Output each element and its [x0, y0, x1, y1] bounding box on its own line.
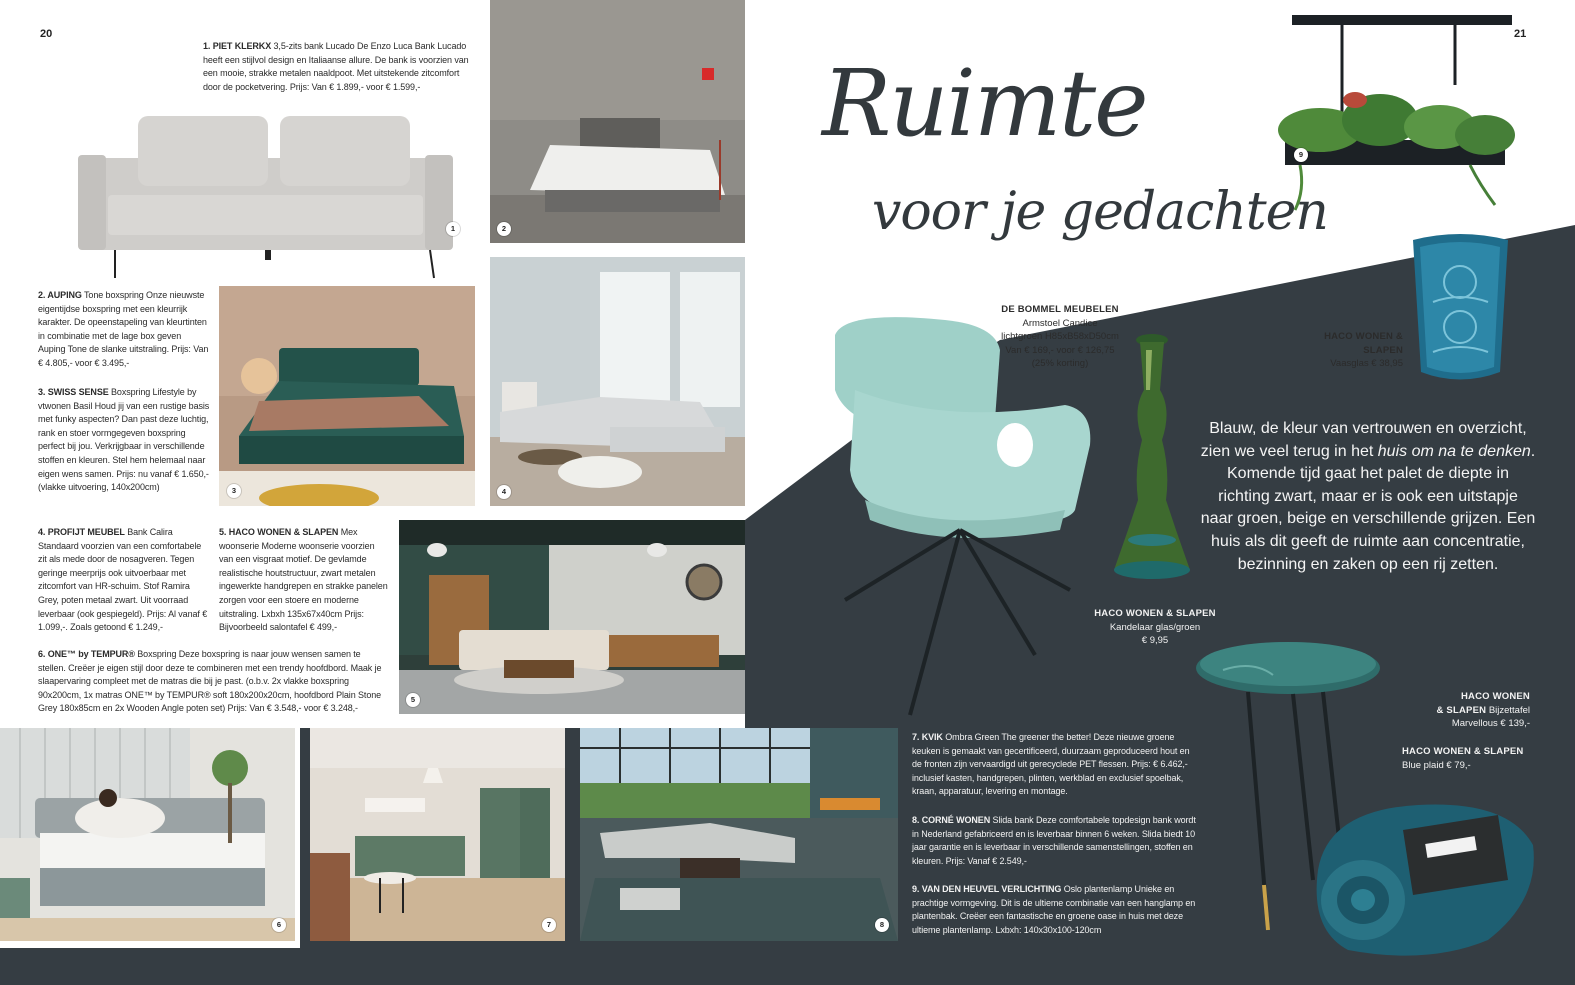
caption-3-body: Boxspring Lifestyle by vtwonen Basil Houd jij van een rustige basis met funky aspecten? Dan past deze luchtig, rank en stoer vormgegeven boxspring perfect bij jou. Verkrijgbaar in verschillende stoffen en kleuren. Stel hem helemaal naar eigen wens samen. Prijs: nu vanaf € 1.650,- (vlakke uitvoering, 140x200cm)	[38, 387, 210, 493]
caption-3	[38, 386, 210, 495]
caption-2	[38, 289, 210, 371]
vase-brand: HACO WONEN &	[1324, 331, 1403, 342]
caption-6-head: 6. ONE™ by TEMPUR®	[38, 649, 135, 659]
plaid-detail: Blue plaid € 79,-	[1402, 759, 1471, 771]
caption-2-body: Tone boxspring Onze nieuwste eigentijdse boxspring met een kleurrijk karakter. De opeenstapeling van kleurtinten in combinatie met de lage box geven Auping Tone de slanke uitstraling. Prijs: Van € 4.805,- voor € 3.495,-	[38, 290, 209, 368]
plaid-brand: HACO WONEN & SLAPEN	[1402, 746, 1524, 757]
chair-note: (25% korting)	[1031, 358, 1089, 369]
caption-1	[203, 40, 473, 94]
caption-4-head: 4. PROFIJT MEUBEL	[38, 527, 125, 537]
caption-9-head: 9. VAN DEN HEUVEL VERLICHTING	[912, 884, 1062, 894]
chair-price: Van € 169,- voor € 126,75	[1005, 344, 1115, 356]
vase-detail: Vaasglas € 38,95	[1330, 358, 1403, 369]
photo-number-8: 8	[875, 918, 889, 932]
armchair-product	[825, 310, 1097, 720]
table-label	[1390, 690, 1530, 731]
chair-name: Armstoel Candice	[1022, 317, 1098, 329]
caption-3-head: 3. SWISS SENSE	[38, 387, 109, 397]
plaid-label	[1402, 745, 1542, 772]
photo-number-1: 1	[446, 222, 460, 236]
caption-8	[912, 814, 1197, 868]
caption-5-body: Mex woonserie Moderne woonserie voorzien van een visgraat motief. De gevlamde realistische houtstructuur, zwart metalen ingewerkte handgrepen en strakke panelen zorgen voor een stoere en moderne uitstraling. Lxbxh 135x67x40cm Prijs: Bijvoorbeeld salontafel € 499,-	[219, 527, 388, 633]
table-brand-2: & SLAPEN	[1436, 704, 1487, 716]
plant-lamp-photo	[1270, 15, 1532, 213]
candle-detail: Kandelaar glas/groen	[1109, 621, 1201, 633]
caption-7-body: Ombra Green The greener the better! Deze nieuwe groene keuken is gemaakt van gecertificeerd, duurzaam geproduceerd hout en de fronten zijn vervaardigd uit gerecyclede PET flessen. Prijs: € 6.462,- inclusief kasten, handgrepen, plinten, werkblad en exclusief spoelbak, kraan, apparatuur, levering en montage.	[912, 732, 1190, 797]
caption-9-body: Oslo plantenlamp Unieke en prachtige vormgeving. Dit is de ultieme combinatie van een hanglamp en plantenbak. Creëer een fantastische en groene oase in huis met deze ultieme plantenlamp. Lxbxh: 140x30x100-120cm	[912, 884, 1196, 935]
caption-7-head: 7. KVIK	[912, 732, 943, 742]
bedroom-photo-6	[0, 728, 295, 941]
table-detail: Bijzettafel	[1488, 704, 1530, 716]
intro-text	[1200, 418, 1536, 576]
photo-number-7: 7	[542, 918, 556, 932]
caption-7	[912, 731, 1197, 799]
candle-brand: HACO WONEN & SLAPEN	[1094, 608, 1216, 619]
candle-holder-product	[1110, 330, 1195, 580]
plaid-product	[1308, 790, 1538, 960]
sofa-photo	[60, 100, 470, 280]
living-photo-8	[580, 728, 898, 941]
caption-5	[219, 526, 389, 635]
intro-text-part1: Blauw, de kleur van vertrouwen en overzicht, zien we veel terug in het	[1200, 420, 1527, 460]
intro-text-italic: huis om na te denken	[1377, 442, 1531, 460]
photo-number-9: 9	[1294, 148, 1308, 162]
chair-detail: lichtgroen H85xB58xD50cm	[1001, 331, 1119, 342]
spread-subtitle: voor je gedachten	[872, 182, 1328, 242]
kitchen-photo-7	[310, 728, 565, 941]
caption-6	[38, 648, 390, 716]
caption-1-head: 1. PIET KLERKX	[203, 41, 272, 51]
candle-price: € 9,95	[1141, 635, 1169, 646]
vase-product	[1408, 232, 1513, 384]
living-photo-4	[490, 257, 745, 506]
page-number-left: 20	[40, 28, 53, 40]
living-photo-5	[399, 520, 745, 714]
page-number-right: 21	[1514, 28, 1527, 40]
vase-label	[1308, 330, 1403, 371]
caption-1-body: 3,5-zits bank Lucado De Enzo Luca Bank Lucado heeft een stijlvol design en Italiaanse allure. De bank is voorzien van een mooie, strakke metalen naaldpoot. Met uitstekende zitcomfort door de pocketvering. Prijs: Van € 1.899,- voor € 1.599,-	[203, 41, 469, 92]
caption-8-body: Slida bank Deze comfortabele topdesign bank wordt in Nederland gefabriceerd en is leverbaar binnen 6 weken. Slida biedt 10 jaar garantie en is leverbaar in verschillende samenstellingen, stoffen en kleuren. Prijs: Vanaf € 2.549,-	[912, 815, 1196, 866]
caption-4-body: Bank Calira Standaard voorzien van een comfortabele zit als mede door de nosagveren. Tegen geringe meerprijs ook uitvoerbaar met zitcomfort van HR-schuim. Stof Ramira Grey, poten metaal zwart. Uit voorraad leverbaar (ook gespiegeld). Prijs: Al vanaf € 1.099,-. Zoals getoond € 1.249,-	[38, 527, 208, 633]
caption-6-body: Boxspring Deze boxspring is naar jouw wensen samen te stellen. Creëer je eigen stijl door deze te combineren met een trendy hoofdbord. Maak je slaapervaring compleet met de matras die bij je past. (o.b.v. 2x vlakke boxspring 90x200cm, 1x matras ONE™ by TEMPUR® soft 180x200x20cm, hoofdbord Plain Stone Grey 180x85cm en 2x Wooden Angle poten set) Prijs: Van € 3.548,- voor € 3.248,-	[38, 649, 382, 714]
bedroom-photo-3	[219, 286, 475, 506]
photo-number-6: 6	[272, 918, 286, 932]
intro-text-part2: . Komende tijd gaat het palet de diepte in richting zwart, maar er is ook een uitstapje naar groen, beige en verschillende grijzen. Een huis als dit geeft de ruimte aan concentratie, bezinning en zaken op een rij zetten.	[1200, 442, 1536, 573]
spread-title: Ruimte	[822, 50, 1147, 157]
caption-2-head: 2. AUPING	[38, 290, 82, 300]
bedroom-photo-2	[490, 0, 745, 243]
caption-8-head: 8. CORNÉ WONEN	[912, 815, 991, 825]
photo-number-2: 2	[497, 222, 511, 236]
photo-number-4: 4	[497, 485, 511, 499]
caption-9	[912, 883, 1197, 937]
table-brand: HACO WONEN	[1460, 691, 1530, 702]
photo-number-3: 3	[227, 484, 241, 498]
table-price: Marvellous € 139,-	[1451, 718, 1530, 729]
vase-brand-2: SLAPEN	[1363, 344, 1403, 356]
caption-4	[38, 526, 210, 635]
caption-5-head: 5. HACO WONEN & SLAPEN	[219, 527, 339, 537]
chair-brand: DE BOMMEL MEUBELEN	[1001, 304, 1119, 315]
photo-number-5: 5	[406, 693, 420, 707]
